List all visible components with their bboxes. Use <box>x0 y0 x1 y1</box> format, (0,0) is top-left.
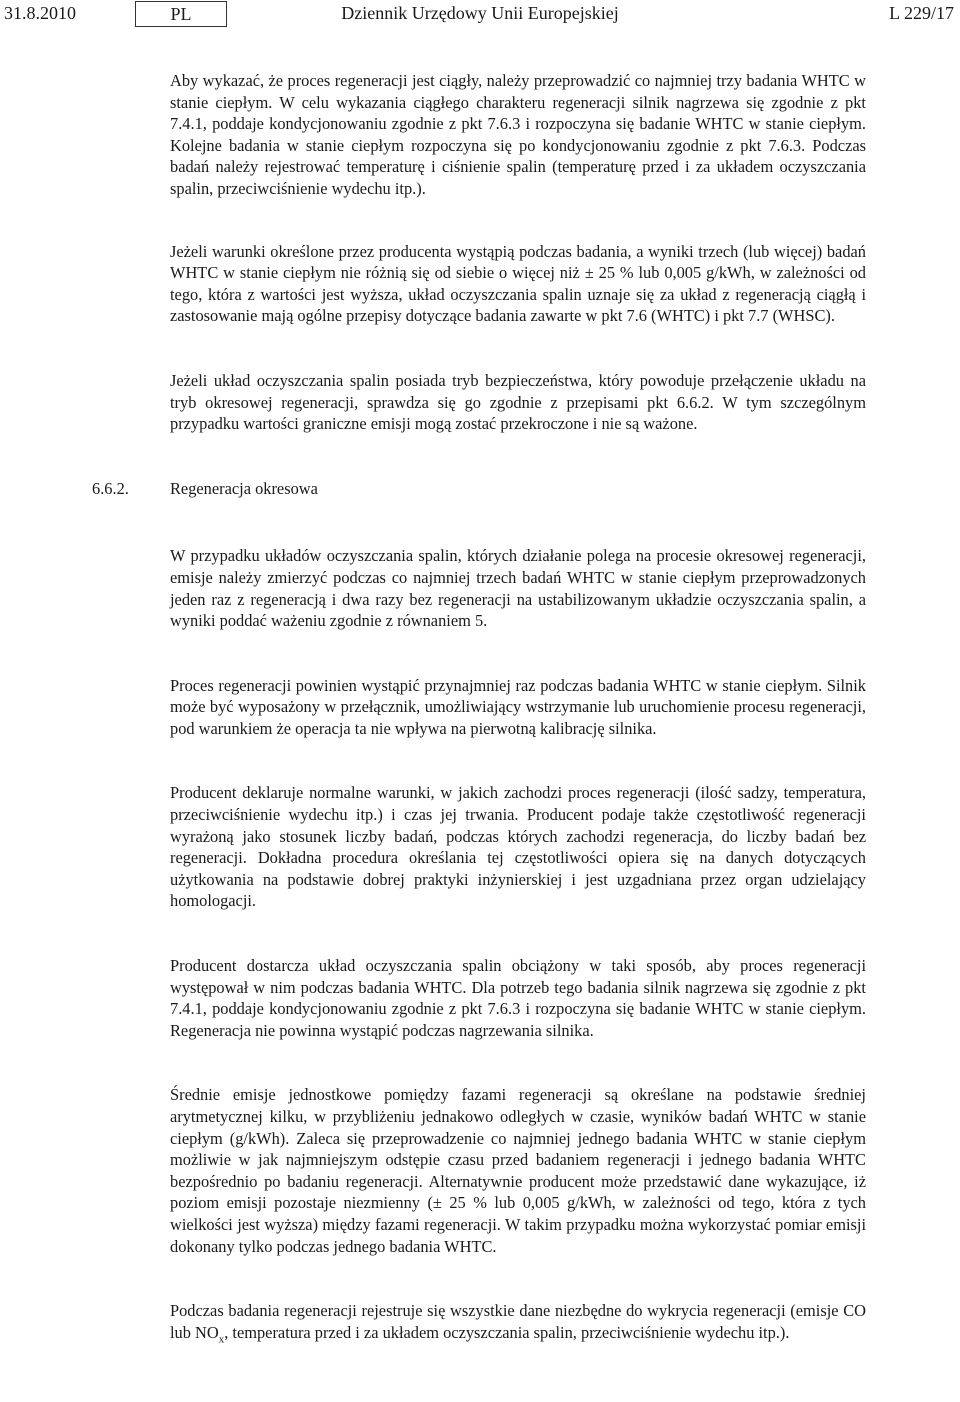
document-body <box>92 70 866 1346</box>
section-number: 6.6.2. <box>92 478 129 498</box>
paragraph-data-recording <box>170 1300 866 1346</box>
paragraph-continuous-regeneration: Aby wykazać, że proces regeneracji jest ciągły, należy przeprowadzić co najmniej trzy badania WHTC w stanie ciepłym. W celu wykazania ciągłego charakteru regeneracji silnik nagrzewa się zgodnie z pkt 7.4.1, poddaje kondycjonowaniu zgodnie z pkt 7.6.3 i rozpoczyna się badanie WHTC w stanie ciepłym. Kolejne badania w stanie ciepłym rozpoczyna się po kondycjonowaniu zgodnie z pkt 7.6.3. Podczas badań należy rejestrować temperaturę i ciśnienie spalin (temperaturę przed i za układem oczyszczania spalin, przeciwciśnienie wydechu itp.). <box>170 71 866 198</box>
paragraph-safety-mode: Jeżeli układ oczyszczania spalin posiada tryb bezpieczeństwa, który powoduje przełączenie układu na tryb okresowej regeneracji, sprawdza się go zgodnie z przepisami pkt 6.6.2. W tym szczególnym przypadku wartości graniczne emisji mogą zostać przekroczone i nie są ważone. <box>170 370 866 434</box>
paragraph-continuous-criteria: Jeżeli warunki określone przez producenta wystąpią podczas badania, a wyniki trzech (lub więcej) badań WHTC w stanie ciepłym nie różnią się od siebie o więcej niż ± 25 % lub 0,005 g/kWh, w zależności od tego, która z wartości jest wyższa, układ oczyszczania spalin uznaje się za układ z regeneracją ciągłą i zastosowanie mają ogólne przepisy dotyczące badania zawarte w pkt 7.6 (WHTC) i pkt 7.7 (WHSC). <box>170 241 866 326</box>
last-paragraph-text: Podczas badania regeneracji rejestruje się wszystkie dane niezbędne do wykrycia regeneracji (emisje CO lub NO <box>170 1301 866 1342</box>
section-heading <box>92 478 866 500</box>
page-header <box>0 0 960 30</box>
publication-date: 31.8.2010 <box>4 3 76 23</box>
paragraph-average-emissions: Średnie emisje jednostkowe pomiędzy fazami regeneracji są określane na podstawie średniej arytmetycznej kilku, w przybliżeniu jednakowo odległych w czasie, wyników badań WHTC w stanie ciepłym (g/kWh). Zaleca się przeprowadzenie co najmniej jednego badania WHTC w stanie ciepłym możliwie w jak najmniejszym odstępie czasu przed badaniem regeneracji i jednego badania WHTC bezpośrednio po badaniu regeneracji. Alternatywnie producent może przedstawić dane wykazujące, iż poziom emisji pozostaje niezmienny (± 25 % lub 0,005 g/kWh, w zależności od tego, która z tych wielkości jest wyższa) między fazami regeneracji. W takim przypadku można wykorzystać pomiar emisji dokonany tylko podczas jednego badania WHTC. <box>170 1085 866 1256</box>
paragraph-manufacturer-declaration: Producent deklaruje normalne warunki, w jakich zachodzi proces regeneracji (ilość sadzy, temperatura, przeciwciśnienie wydechu itp.) i czas jej trwania. Producent podaje także częstotliwość regeneracji wyrażoną jako stosunek liczby badań, podczas których zachodzi regeneracja, do liczby badań bez regeneracji. Dokładna procedura określania tej częstotliwości opiera się na danych dotyczących użytkowania na podstawie dobrej praktyki inżynierskiej i jest uzgadniana przez organ udzielający homologacji. <box>170 783 866 911</box>
page-reference: L 229/17 <box>889 3 954 23</box>
paragraph-loaded-system: Producent dostarcza układ oczyszczania spalin obciążony w taki sposób, aby proces regeneracji występował w nim podczas badania WHTC. Dla potrzeb tego badania silnik nagrzewa się zgodnie z pkt 7.4.1, poddaje kondycjonowaniu zgodnie z pkt 7.6.3 i rozpoczyna się badanie WHTC w stanie ciepłym. Regeneracja nie powinna wystąpić podczas nagrzewania silnika. <box>170 956 866 1040</box>
section-title: Regeneracja okresowa <box>170 478 318 498</box>
paragraph-regeneration-switch: Proces regeneracji powinien wystąpić przynajmniej raz podczas badania WHTC w stanie ciepłym. Silnik może być wyposażony w przełącznik, umożliwiający wstrzymanie lub uruchomienie procesu regeneracji, pod warunkiem że operacja ta nie wpływa na pierwotną kalibrację silnika. <box>170 675 866 738</box>
last-paragraph-text-end: , temperatura przed i za układem oczyszczania spalin, przeciwciśnienie wydechu itp.). <box>224 1322 790 1342</box>
nox-subscript: x <box>218 1333 225 1346</box>
paragraph-periodic-intro: W przypadku układów oczyszczania spalin, których działanie polega na procesie okresowej regeneracji, emisje należy zmierzyć podczas co najmniej trzech badań WHTC w stanie ciepłym przeprowadzonych jeden raz z regeneracją i dwa razy bez regeneracji na ustabilizowanym układzie oczyszczania spalin, a wyniki poddać ważeniu zgodnie z równaniem 5. <box>170 546 866 631</box>
journal-title: Dziennik Urzędowy Unii Europejskiej <box>341 3 619 23</box>
language-badge: PL <box>135 1 227 27</box>
